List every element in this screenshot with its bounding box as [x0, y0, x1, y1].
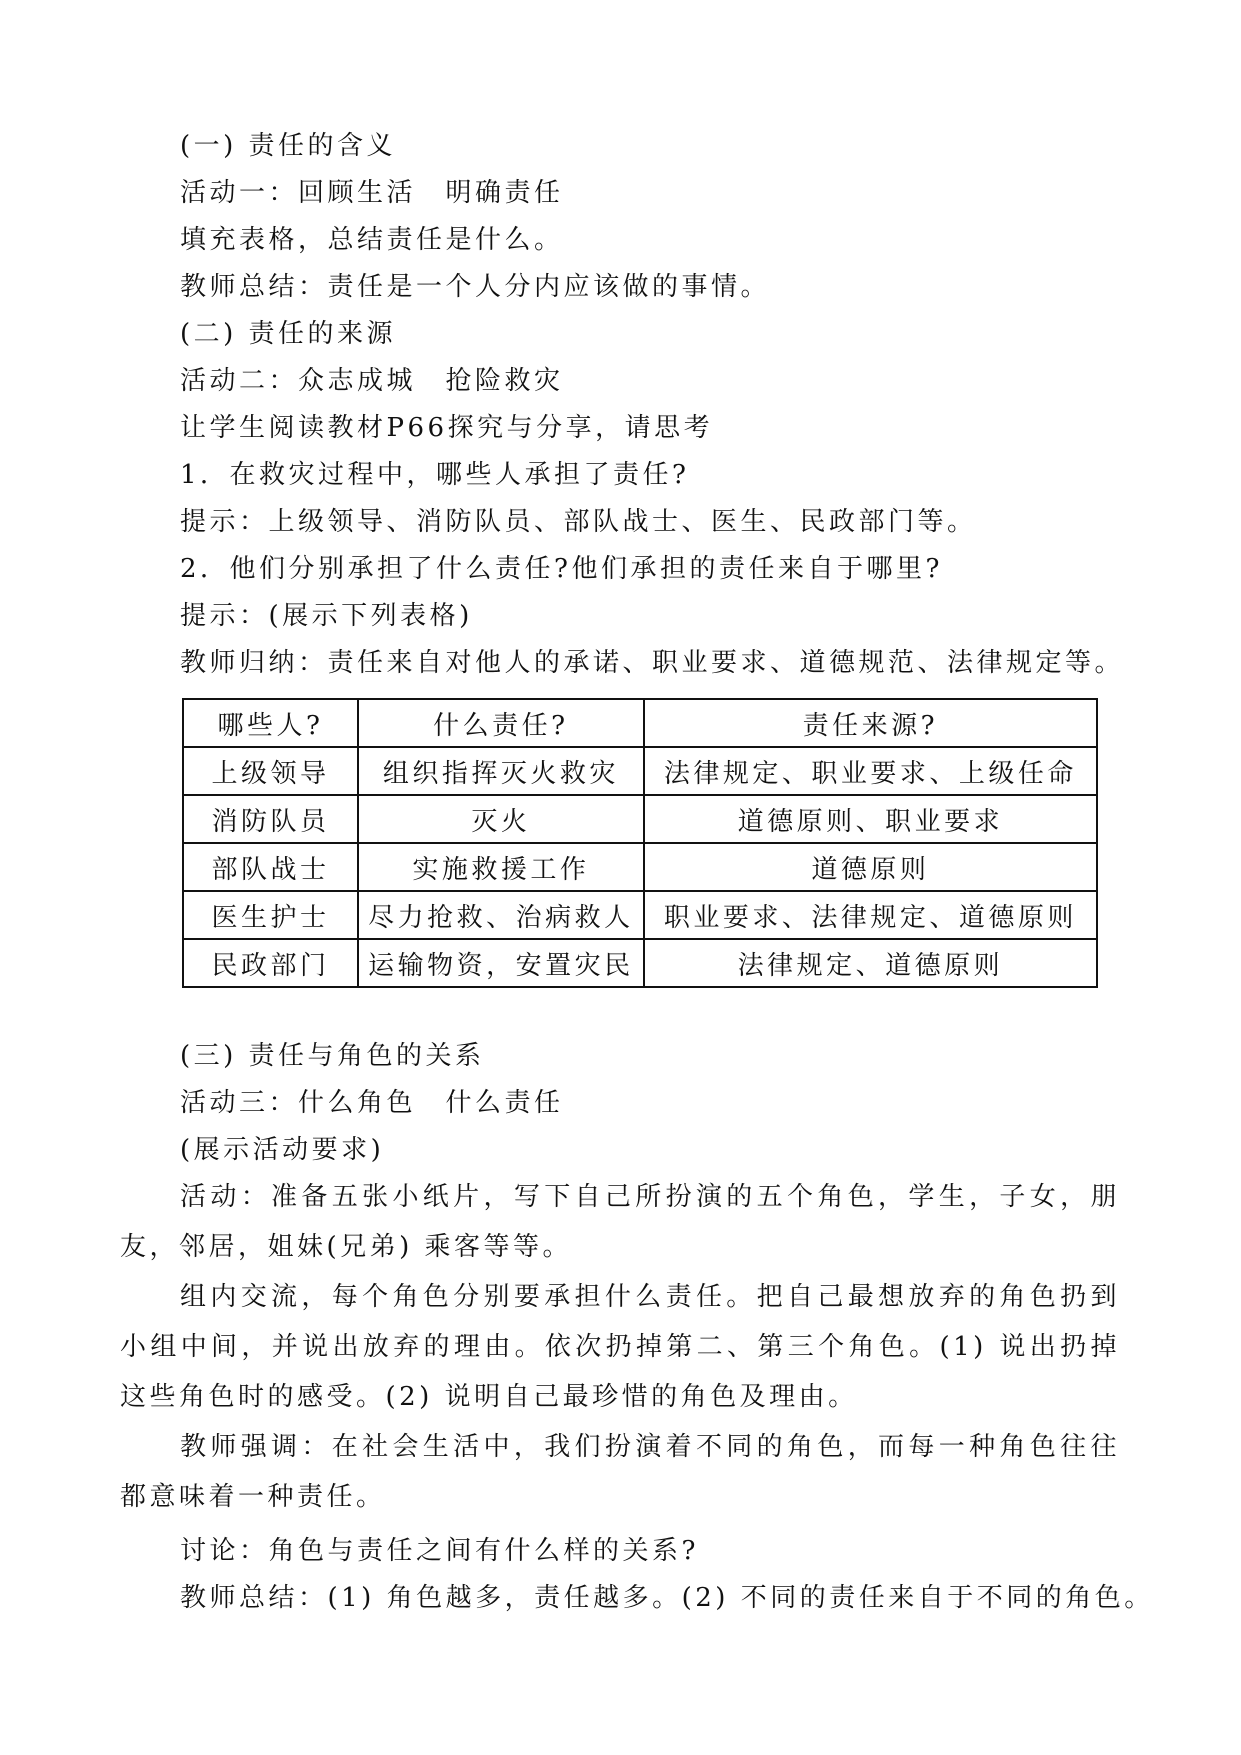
table-cell: 运输物资，安置灾民	[358, 939, 644, 987]
table-cell: 医生护士	[183, 891, 358, 939]
discussion-question: 讨论：角色与责任之间有什么样的关系?	[180, 1536, 699, 1566]
table-header-row	[183, 699, 1097, 747]
table-cell: 上级领导	[183, 747, 358, 795]
responsibility-table	[182, 698, 1098, 988]
activity-3-title: 活动三：什么角色 什么责任	[180, 1088, 564, 1118]
table-row	[183, 747, 1097, 795]
table-row	[183, 891, 1097, 939]
teacher-summary-1: 教师总结：责任是一个人分内应该做的事情。	[180, 272, 771, 302]
table-cell: 法律规定、职业要求、上级任命	[644, 747, 1097, 795]
group-exchange-paragraph: 组内交流，每个角色分别要承担什么责任。把自己最想放弃的角色扔到小组中间，并说出放弃的理由。依次扔掉第二、第三个角色。(1) 说出扔掉这些角色时的感受。(2) 说明自己最珍惜的角色及理由。	[120, 1282, 1120, 1412]
hint-2: 提示：(展示下列表格)	[180, 601, 473, 631]
table-cell: 消防队员	[183, 795, 358, 843]
table-cell: 尽力抢救、治病救人	[358, 891, 644, 939]
table-cell: 道德原则	[644, 843, 1097, 891]
table-header: 哪些人?	[183, 699, 358, 747]
section-1-heading: (一) 责任的含义	[180, 131, 397, 161]
table-cell: 实施救援工作	[358, 843, 644, 891]
section-2-heading: (二) 责任的来源	[180, 319, 397, 349]
question-2: 2．他们分别承担了什么责任?他们承担的责任来自于哪里?	[180, 554, 943, 584]
question-1: 1．在救灾过程中，哪些人承担了责任?	[180, 460, 690, 490]
table-cell: 部队战士	[183, 843, 358, 891]
activity-1-title: 活动一：回顾生活 明确责任	[180, 178, 564, 208]
teacher-summary-3: 教师总结：(1) 角色越多，责任越多。(2) 不同的责任来自于不同的角色。	[180, 1583, 1154, 1613]
table-cell: 民政部门	[183, 939, 358, 987]
reading-instruction: 让学生阅读教材P66探究与分享，请思考	[180, 413, 714, 443]
table-header: 责任来源?	[644, 699, 1097, 747]
table-cell: 道德原则、职业要求	[644, 795, 1097, 843]
hint-1: 提示：上级领导、消防队员、部队战士、医生、民政部门等。	[180, 507, 977, 537]
section-3-heading: (三) 责任与角色的关系	[180, 1041, 485, 1071]
activity-2-title: 活动二：众志成城 抢险救灾	[180, 366, 564, 396]
activity-paragraph: 活动：准备五张小纸片，写下自己所扮演的五个角色，学生，子女，朋友，邻居，姐妹(兄弟) 乘客等等。	[120, 1182, 1120, 1262]
show-requirements: (展示活动要求)	[180, 1135, 385, 1165]
table-row	[183, 939, 1097, 987]
table-row	[183, 843, 1097, 891]
table-cell: 组织指挥灭火救灾	[358, 747, 644, 795]
table-cell: 法律规定、道德原则	[644, 939, 1097, 987]
instruction-text: 填充表格，总结责任是什么。	[180, 225, 564, 255]
teacher-induction: 教师归纳：责任来自对他人的承诺、职业要求、道德规范、法律规定等。	[180, 648, 1125, 678]
table-row	[183, 795, 1097, 843]
table-cell: 职业要求、法律规定、道德原则	[644, 891, 1097, 939]
teacher-emphasis-paragraph: 教师强调：在社会生活中，我们扮演着不同的角色，而每一种角色往往都意味着一种责任。	[120, 1432, 1120, 1512]
table-header: 什么责任?	[358, 699, 644, 747]
table-cell: 灭火	[358, 795, 644, 843]
